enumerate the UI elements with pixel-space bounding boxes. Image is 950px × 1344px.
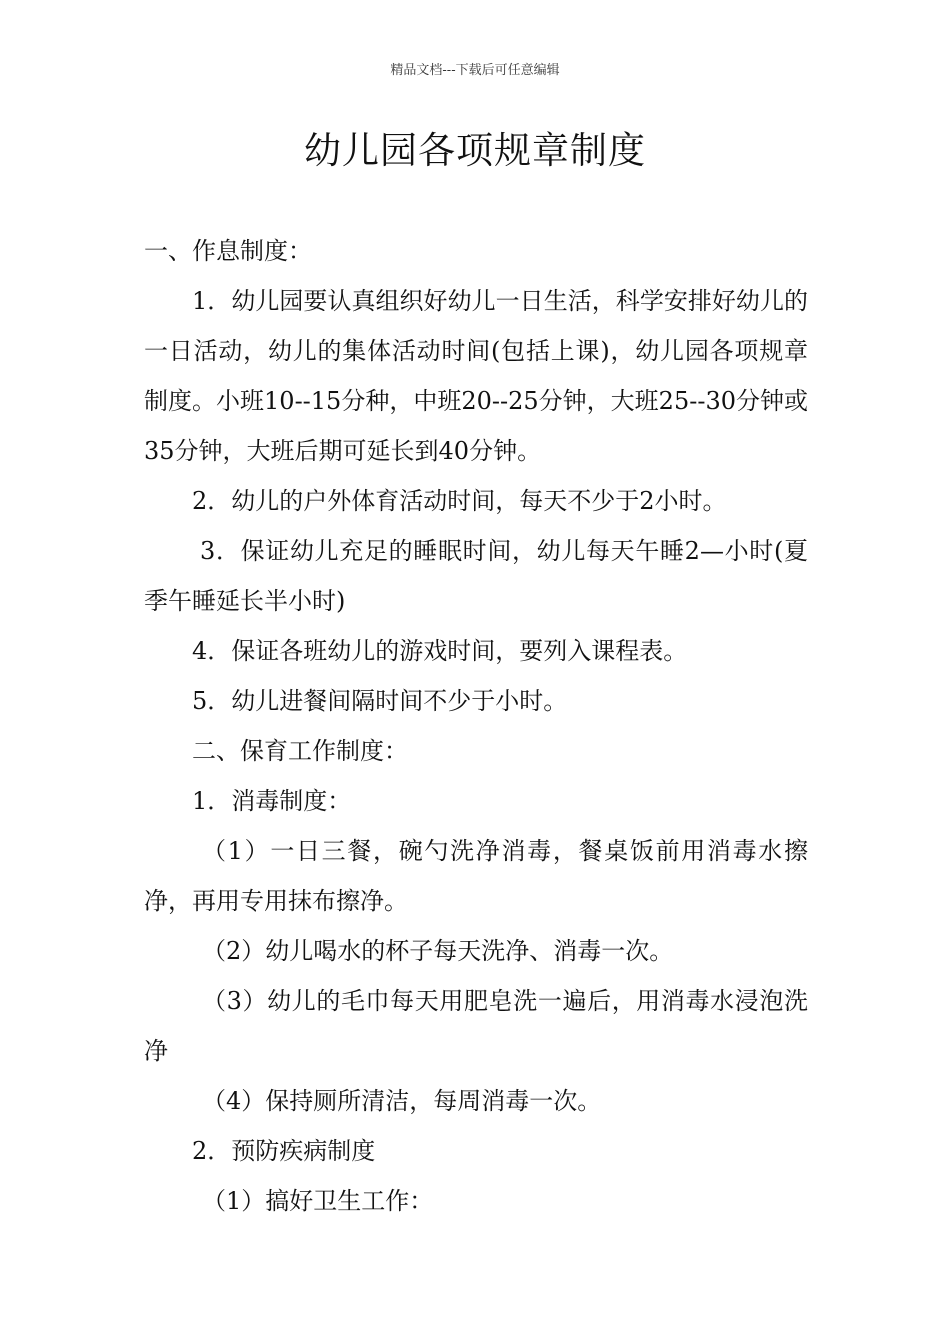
document-title: 幼儿园各项规章制度 (304, 129, 646, 172)
document-body (144, 226, 808, 1226)
paragraph-section-1-heading: 一、作息制度： (144, 237, 312, 265)
paragraph-disinfection-heading: 1．消毒制度： (192, 787, 352, 815)
paragraph-schedule-item-1: 1．幼儿园要认真组织好幼儿一日生活，科学安排好幼儿的一日活动，幼儿的集体活动时间(包括上课)，幼儿园各项规章制度。小班10--15分种，中班20--25分钟，大班25--30分钟或35分钟，大班后期可延长到40分钟。 (144, 287, 808, 465)
paragraph-schedule-item-3: 3．保证幼儿充足的睡眠时间，幼儿每天午睡2—小时(夏季午睡延长半小时) (144, 537, 808, 615)
paragraph-section-2-heading: 二、保育工作制度： (192, 737, 408, 765)
paragraph-disinfection-item-4: （4）保持厕所清洁，每周消毒一次。 (202, 1087, 602, 1115)
page-header-note: 精品文档---下载后可任意编辑 (390, 63, 560, 78)
paragraph-disinfection-item-1: （1）一日三餐，碗勺洗净消毒，餐桌饭前用消毒水擦净，再用专用抹布擦净。 (144, 837, 808, 915)
paragraph-schedule-item-2: 2．幼儿的户外体育活动时间，每天不少于2小时。 (192, 487, 727, 515)
paragraph-schedule-item-4: 4．保证各班幼儿的游戏时间，要列入课程表。 (192, 637, 688, 665)
paragraph-schedule-item-5: 5．幼儿进餐间隔时间不少于小时。 (192, 687, 568, 715)
paragraph-disinfection-item-3: （3）幼儿的毛巾每天用肥皂洗一遍后，用消毒水浸泡洗净 (144, 987, 808, 1065)
paragraph-disinfection-item-2: （2）幼儿喝水的杯子每天洗净、消毒一次。 (202, 937, 674, 965)
paragraph-disease-prevention-heading: 2．预防疾病制度 (192, 1137, 376, 1165)
paragraph-disease-prevention-item-1: （1）搞好卫生工作： (202, 1187, 434, 1215)
